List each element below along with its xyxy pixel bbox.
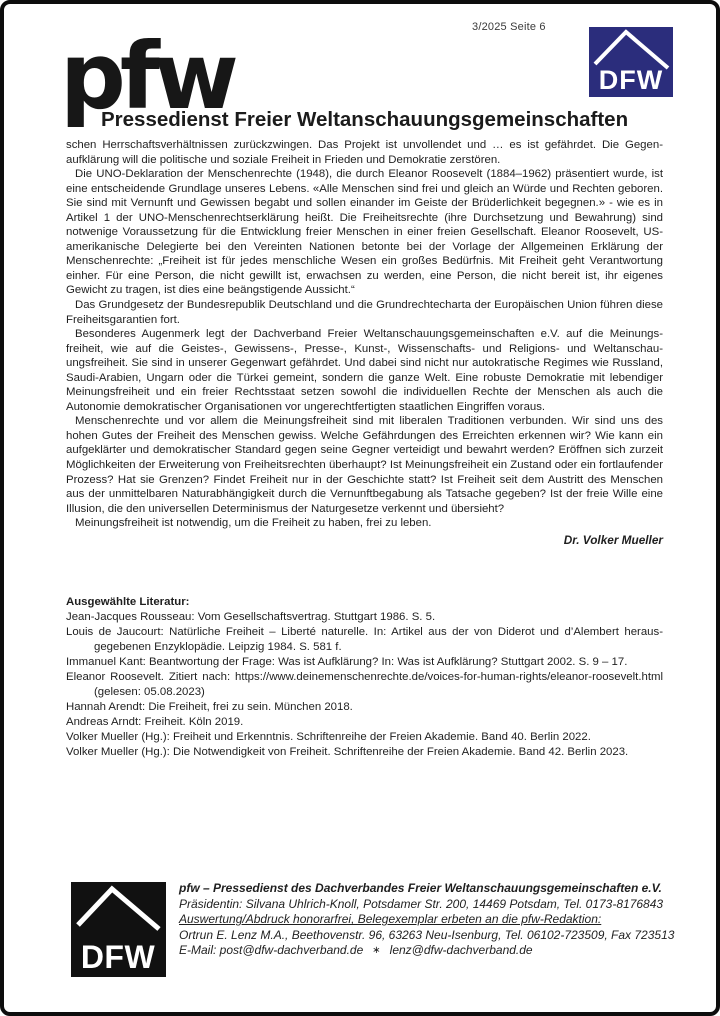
dfw-house-logo-header: [589, 27, 673, 97]
paragraph: Menschenrechte und vor allem die Meinungsfreiheit sind mit liberalen Traditionen verbunden. Wir sind uns des hohen Gutes der Freiheit des Menschen gewiss. Welche Gefährdungen des Erreichten erkennen wir? Wie kann ein aufgeklärter und demokratischer Standard gegen seine Gegner verteidigt und bewahrt werden? Eröffnen sich zurzeit Möglichkeiten der Erweiterung von Freiheitsrechten überhaupt? Ist Meinungsfreiheit ein Zustand oder ein fortlaufender Prozess? Hat sie Grenzen? Findet Freiheit nur in der Geschichte statt? Ist Freiheit seit dem Austritt des Menschen aus der unmittelbaren Naturabhängigkeit durch die Vernunftbegabung als Tatsache gegeben? Ist der freie Wille eine Illusion, die den universellen Determinismus der Naturgesetze verkennt und übersieht?: [66, 415, 663, 515]
literature-entry: Louis de Jaucourt: Natürliche Freiheit – Liberté naturelle. In: Artikel aus der von Diderot und d’Alembert herausgegebenen Enzyklopädie. Leipzig 1984. S. 581 f.: [66, 626, 663, 653]
footer-imprint: [179, 881, 675, 959]
literature-section: [66, 595, 663, 760]
literature-entry: Volker Mueller (Hg.): Freiheit und Erkenntnis. Schriftenreihe der Freien Akademie. Band 40. Berlin 2022.: [66, 731, 591, 743]
page-reference: 3/2025 Seite 6: [472, 21, 546, 33]
footer-editor-line: Ortrun E. Lenz M.A., Beethovenstr. 96, 63263 Neu-Isenburg, Tel. 06102-723509, Fax 723513: [179, 927, 675, 942]
footer-email-1: E-Mail: post@dfw-dachverband.de: [179, 943, 364, 958]
pfw-wordmark: pfw: [60, 23, 233, 130]
dfw-house-logo-footer: [71, 882, 166, 977]
star-separator-icon: ∗: [372, 945, 381, 957]
footer-reprint-note: Auswertung/Abdruck honorarfrei, Belegexemplar erbeten an die pfw-Redaktion:: [179, 912, 602, 927]
literature-heading: Ausgewählte Literatur:: [66, 596, 190, 608]
literature-entry: Immanuel Kant: Beantwortung der Frage: Was ist Aufklärung? In: Was ist Aufklärung? Stuttgart 2002. S. 9 – 17.: [66, 656, 628, 668]
author-signature: Dr. Volker Mueller: [563, 532, 663, 547]
literature-entry: Hannah Arendt: Die Freiheit, frei zu sein. München 2018.: [66, 701, 353, 713]
article-body: [66, 138, 663, 547]
literature-entry: Jean-Jacques Rousseau: Vom Gesellschaftsvertrag. Stuttgart 1986. S. 5.: [66, 611, 436, 623]
footer-email-2: lenz@dfw-dachverband.de: [389, 943, 533, 958]
footer-president-line: Präsidentin: Silvana Uhlrich-Knoll, Potsdamer Str. 200, 14469 Potsdam, Tel. 0173-8176843: [179, 896, 664, 911]
paragraph: Die UNO-Deklaration der Menschenrechte (1948), die durch Eleanor Roosevelt (1884–1962) präsentiert wurde, ist eine entscheidende Grundlage unseres Lebens. «Alle Menschen sind frei und gleich an Würde und Rechten geboren. Sie sind mit Vernunft und Gewissen begabt und sollen einander im Geiste der Brüderlichkeit begegnen.» - wie es in Artikel 1 der UNO-Menschenrechtserklärung heißt. Die Freiheitsrechte (ihre Durchsetzung und Bewahrung) sind notwenige Voraussetzung für die Entwicklung freier Menschen in einer freien Gesellschaft. Eleanor Roosevelt, US-amerikanische Delegierte bei den Vereinten Nationen betonte bei der Vorlage der Allgemeinen Erklärung der Menschenrechte: „Freiheit ist für jedes menschliche Wesen ein großes Bedürfnis. Mit Freiheit geht Verantwortung einher. Für eine Person, die nicht gewillt ist, erwachsen zu werden, eine Person, die nicht bereit ist, ihr eigenes Gewicht zu tragen, ist dies eine beängstigende Aussicht.“: [66, 168, 663, 297]
paragraph: Besonderes Augenmerk legt der Dachverband Freier Weltanschauungsgemeinschaften e.V. auf die Meinungsfreiheit, wie auf die Geistes-, Gewissens-, Presse-, Kunst-, Wissenschafts- und Religions- und Weltanschauungsfreiheit. Sie sind in unserer Gegenwart gefährdet. Und dabei sind nicht nur autokratische Regimes wie Russland, Saudi-Arabien, Ungarn oder die Türkei gemeint, sondern die ganze Welt. Eine robuste Demokratie mit lebendiger Meinungsfreiheit und ein freier Rechtsstaat setzen sowohl die individuellen Rechte der Menschen als auch die Autonomie demokratischer Organisationen vor ungerechtfertigten staatlichen Eingriffen voraus.: [66, 328, 663, 413]
masthead-subtitle: Pressedienst Freier Weltanschauungsgemeinschaften: [101, 108, 629, 131]
literature-entry: Eleanor Roosevelt. Zitiert nach: https://www.deinemenschenrechte.de/voices-for-human-rights/eleanor-roosevelt.html (gelesen: 05.08.2023): [66, 671, 663, 698]
dfw-logo-text: DFW: [598, 65, 664, 95]
dfw-logo-text: DFW: [80, 939, 156, 975]
paragraph: Das Grundgesetz der Bundesrepublik Deutschland und die Grundrechtecharta der Europäischen Union führen diese Freiheitsgarantien fort.: [66, 299, 663, 326]
footer-email-line: [179, 943, 661, 959]
footer-publisher-line: pfw – Pressedienst des Dachverbandes Freier Weltanschauungsgemeinschaften e.V.: [179, 881, 662, 895]
literature-entry: Volker Mueller (Hg.): Die Notwendigkeit von Freiheit. Schriftenreihe der Freien Akademie. Band 42. Berlin 2023.: [66, 746, 629, 758]
paragraph: Meinungsfreiheit ist notwendig, um die Freiheit zu haben, frei zu leben.: [75, 517, 432, 530]
literature-entry: Andreas Arndt: Freiheit. Köln 2019.: [66, 716, 244, 728]
paragraph: schen Herrschaftsverhältnissen zurückzwingen. Das Projekt ist unvollendet und … es ist gefährdet. Die Gegenaufklärung will die politische und soziale Freiheit in Frieden und Demokratie zerstören.: [66, 139, 663, 166]
